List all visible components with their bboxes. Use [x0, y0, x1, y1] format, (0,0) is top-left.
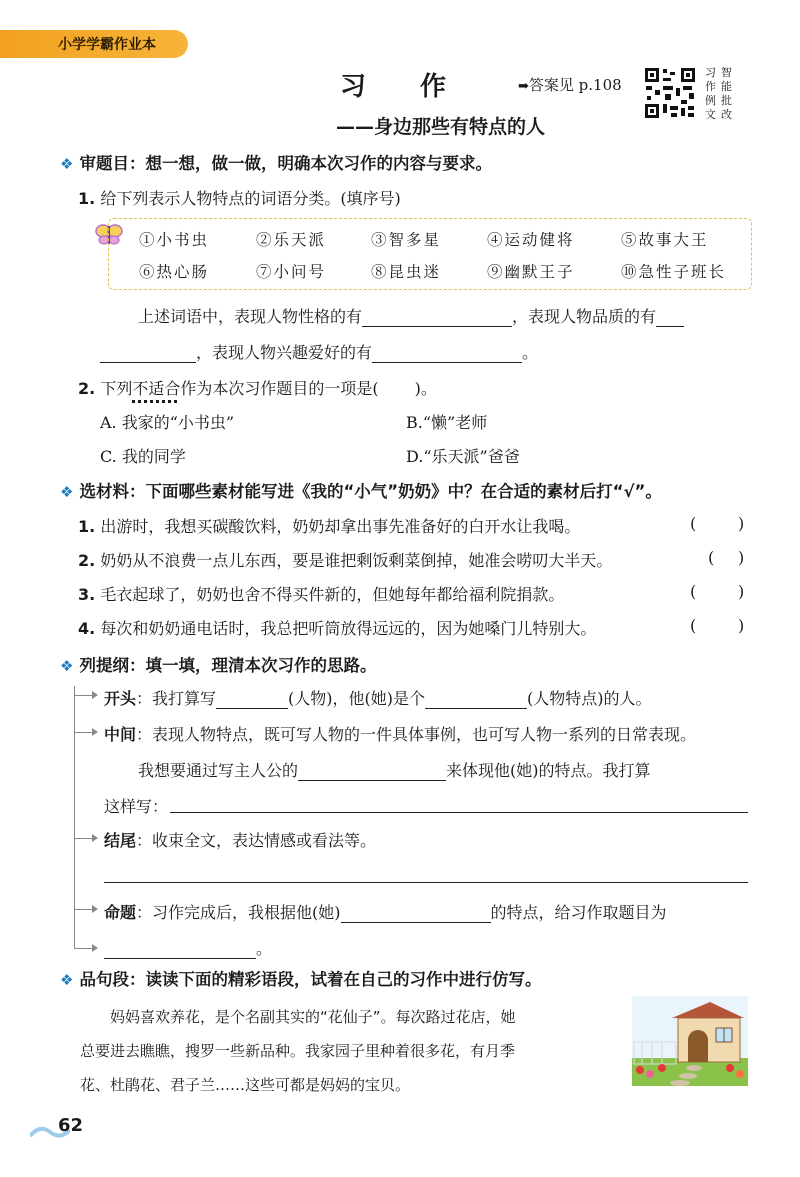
qr-caption-char: 能 — [721, 80, 732, 93]
paragraph-line: 花、杜鹃花、君子兰……这些可都是妈妈的宝贝。 — [80, 1076, 411, 1094]
section-heading-text: 品句段：读读下面的精彩语段，试着在自己的习作中进行仿写。 — [79, 970, 542, 989]
sample-paragraph — [80, 1000, 628, 1102]
outline-tick — [74, 732, 96, 733]
outline-middle-2 — [138, 758, 651, 781]
word-item: ①小书虫 — [139, 231, 210, 249]
outline-label: 中间 — [104, 725, 137, 744]
outline-tick — [74, 948, 96, 949]
outline-tick — [74, 695, 96, 696]
option-c[interactable]: C. 我的同学 — [100, 447, 186, 466]
item-text: 出游时，我想买碳酸饮料，奶奶却拿出事先准备好的白开水让我喝。 — [100, 517, 581, 536]
word-item: ⑩急性子班长 — [621, 263, 727, 281]
section-heading-text: 列提纲：填一填，理清本次习作的思路。 — [79, 656, 377, 675]
answer-blank[interactable] — [362, 309, 512, 327]
paragraph-line: 总要进去瞧瞧，搜罗一些新品种。我家园子里种着很多花，有月季 — [80, 1042, 516, 1060]
word-item: ④运动健将 — [487, 231, 575, 249]
item-text: 奶奶从不浪费一点儿东西，要是谁把剩饭剩菜倒掉，她准会唠叨大半天。 — [100, 551, 613, 570]
outline-text: ：习作完成后，我根据他(她) — [136, 903, 341, 922]
outline-middle — [104, 722, 696, 745]
outline-text: 的特点，给习作取题目为 — [490, 903, 667, 922]
outline-naming-2 — [104, 936, 272, 959]
question-text: 给下列表示人物特点的词语分类。(填序号) — [100, 189, 401, 208]
outline-text: (人物特点)的人。 — [527, 689, 652, 708]
series-banner — [0, 30, 188, 58]
question-text: 下列 — [100, 379, 133, 398]
question-1 — [78, 186, 401, 209]
item-number: 1. — [78, 517, 96, 536]
outline-tick — [74, 838, 96, 839]
question-2 — [78, 376, 437, 399]
material-item — [78, 514, 580, 537]
check-paren-open[interactable]: ( — [708, 548, 715, 567]
outline-text: ：收束全文，表达情感或看法等。 — [136, 831, 377, 850]
answer-line[interactable] — [170, 812, 748, 813]
section-heading-review — [60, 150, 492, 174]
qr-caption-char: 作 — [705, 80, 716, 93]
option-a[interactable]: A. 我家的“小书虫” — [100, 413, 235, 432]
fill-text: ，表现人物兴趣爱好的有 — [196, 343, 373, 362]
answer-reference — [518, 74, 622, 95]
word-item: ⑥热心肠 — [139, 263, 210, 281]
qr-code-icon[interactable] — [643, 66, 697, 120]
emphasis-text: 不适合 — [132, 379, 181, 398]
word-item: ③智多星 — [371, 231, 442, 249]
outline-label: 结尾 — [104, 831, 137, 850]
section-heading-material — [60, 478, 662, 502]
outline-text: 我想要通过写主人公的 — [138, 761, 299, 780]
answer-ref-text: 答案见 p.108 — [528, 76, 622, 94]
fill-text: 。 — [522, 343, 539, 362]
qr-caption-char: 批 — [721, 94, 732, 107]
qr-caption-char: 改 — [721, 108, 732, 121]
outline-text: 来体现他(她)的特点。我打算 — [446, 761, 651, 780]
word-item: ⑨幽默王子 — [487, 263, 575, 281]
check-paren-open[interactable]: ( — [690, 514, 697, 533]
outline-text: ：我打算写 — [136, 689, 217, 708]
answer-blank[interactable] — [100, 345, 196, 363]
item-number: 3. — [78, 585, 96, 604]
diamond-icon: ❖ — [60, 657, 74, 675]
answer-blank[interactable] — [216, 691, 288, 709]
fill-line-2 — [100, 340, 538, 363]
fill-text: 上述词语中，表现人物性格的有 — [138, 307, 363, 326]
outline-label: 命题 — [104, 903, 137, 922]
house-illustration — [632, 996, 748, 1086]
answer-blank[interactable] — [104, 941, 256, 959]
qr-caption-char: 例 — [705, 94, 716, 107]
question-text: 作为本次习作题目的一项是( — [180, 379, 379, 398]
answer-blank[interactable] — [379, 381, 415, 399]
check-paren-open[interactable]: ( — [690, 616, 697, 635]
fill-line-1 — [138, 304, 684, 327]
word-item: ⑤故事大王 — [621, 231, 709, 249]
item-text: 毛衣起球了，奶奶也舍不得买件新的，但她每年都给福利院捐款。 — [100, 585, 565, 604]
qr-caption-char: 习 — [705, 66, 716, 79]
item-number: 2. — [78, 551, 96, 570]
diamond-icon: ❖ — [60, 971, 74, 989]
fill-text: ，表现人物品质的有 — [512, 307, 657, 326]
check-paren-close: ) — [738, 514, 745, 533]
word-list-box — [108, 218, 752, 290]
qr-caption — [705, 66, 739, 122]
material-item — [78, 616, 596, 639]
outline-text: ：表现人物特点，既可写人物的一件具体事例，也可写人物一系列的日常表现。 — [136, 725, 697, 744]
question-number: 2. — [78, 379, 96, 398]
answer-blank[interactable] — [656, 309, 684, 327]
check-paren-close: ) — [738, 582, 745, 601]
qr-caption-char: 智 — [721, 66, 732, 79]
check-paren-close: ) — [738, 548, 745, 567]
item-number: 4. — [78, 619, 96, 638]
answer-line[interactable] — [104, 882, 748, 883]
series-label: 小学学霸作业本 — [58, 37, 156, 53]
answer-blank[interactable] — [298, 763, 446, 781]
outline-opening — [104, 686, 652, 709]
word-item: ②乐天派 — [256, 231, 327, 249]
answer-blank[interactable] — [425, 691, 527, 709]
page-number: 62 — [58, 1115, 84, 1136]
material-item — [78, 582, 564, 605]
section-heading-text: 选材料：下面哪些素材能写进《我的“小气”奶奶》中？在合适的素材后打“√”。 — [79, 482, 662, 501]
qr-caption-char: 文 — [705, 108, 716, 121]
question-text: )。 — [414, 379, 437, 398]
outline-text: (人物)，他(她)是个 — [288, 689, 426, 708]
answer-blank[interactable] — [372, 345, 522, 363]
option-d[interactable]: D.“乐天派”爸爸 — [406, 447, 520, 466]
page-subtitle: ——身边那些有特点的人 — [336, 116, 546, 138]
question-number: 1. — [78, 189, 96, 208]
check-paren-open[interactable]: ( — [690, 582, 697, 601]
option-b[interactable]: B.“懒”老师 — [406, 413, 488, 432]
answer-blank[interactable] — [341, 905, 491, 923]
word-item: ⑦小问号 — [256, 263, 327, 281]
word-item: ⑧昆虫迷 — [371, 263, 442, 281]
item-text: 每次和奶奶通电话时，我总把听筒放得远远的，因为她嗓门儿特别大。 — [100, 619, 597, 638]
outline-label: 开头 — [104, 689, 137, 708]
material-item — [78, 548, 612, 571]
diamond-icon: ❖ — [60, 483, 74, 501]
check-paren-close: ) — [738, 616, 745, 635]
paragraph-line: 妈妈喜欢养花，是个名副其实的“花仙子”。每次路过花店，她 — [110, 1008, 516, 1026]
outline-naming — [104, 900, 667, 923]
section-heading-text: 审题目：想一想，做一做，明确本次习作的内容与要求。 — [79, 154, 492, 173]
section-heading-imitation — [60, 966, 541, 990]
section-heading-outline — [60, 652, 376, 676]
outline-tick — [74, 909, 96, 910]
arrow-right-icon: ➡ — [518, 79, 529, 94]
diamond-icon: ❖ — [60, 155, 74, 173]
outline-middle-3: 这样写： — [104, 797, 169, 816]
outline-ending — [104, 828, 376, 851]
outline-text: 。 — [256, 939, 273, 958]
page-title: 习作 — [340, 72, 501, 102]
